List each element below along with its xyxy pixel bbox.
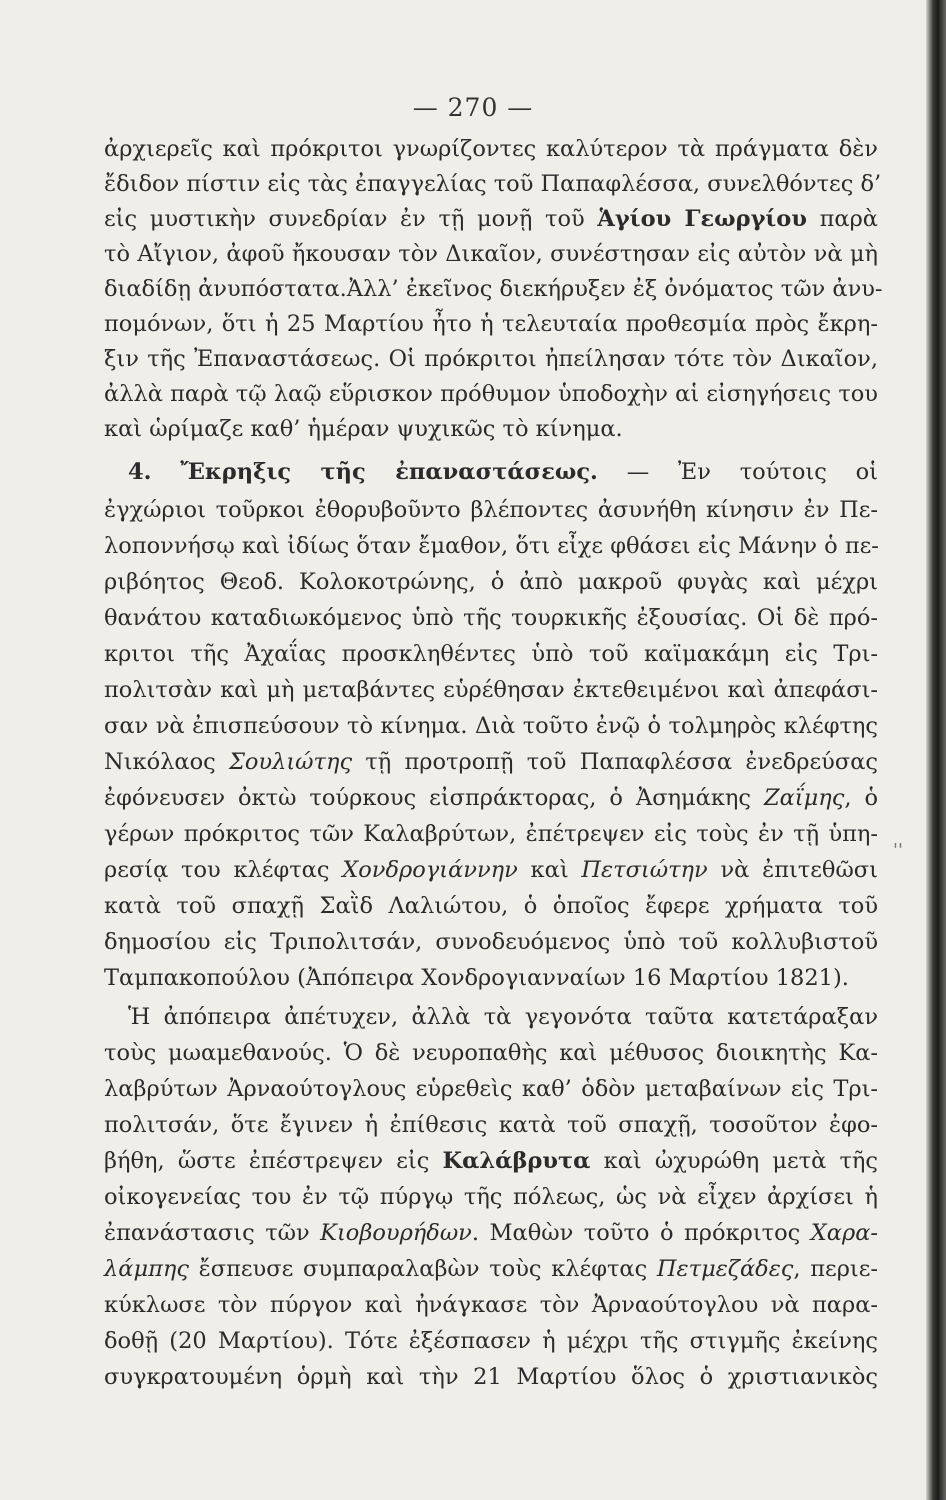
section-heading bbox=[128, 455, 878, 490]
name-italic: Σουλιώτης bbox=[228, 749, 353, 775]
section-number: 4. bbox=[128, 459, 152, 485]
paragraph-start: Ἡ ἀπόπειρα ἀπέτυχεν, ἀλλὰ τὰ γεγονότα ταῦτα κατετάραξαν bbox=[128, 1004, 878, 1030]
text-line: δοθῇ (20 Μαρτίου). Τότε ἐξέσπασεν ἡ μέχρι τῆς στιγμῆς ἐκείνης bbox=[104, 1328, 878, 1354]
name-italic: Πετσιώτην bbox=[581, 857, 708, 883]
text-line: ριβόητος Θεοδ. Κολοκοτρώνης, ὁ ἀπὸ μακροῦ φυγὰς καὶ μέχρι bbox=[104, 569, 878, 595]
text-line: γέρων πρόκριτος τῶν Καλαβρύτων, ἐπέτρεψεν εἰς τοὺς ἐν τῇ ὑπη- bbox=[104, 821, 878, 847]
place-name-bold: Καλάβρυτα bbox=[442, 1148, 591, 1174]
page-number: — 270 — bbox=[412, 93, 534, 122]
text-line bbox=[104, 1252, 878, 1287]
text-line: πολιτσὰν καὶ μὴ μεταβάντες εὑρέθησαν ἐκτεθειμένοι καὶ ἀπεφάσι- bbox=[104, 677, 878, 703]
text-line bbox=[104, 1216, 878, 1251]
text-span: ρεσίᾳ του κλέφτας bbox=[104, 857, 343, 883]
place-name-bold: Ἁγίου Γεωργίου bbox=[597, 206, 807, 232]
text-span: , ὁ bbox=[844, 785, 878, 811]
page-edge bbox=[926, 0, 946, 1500]
text-line: κύκλωσε τὸν πύργον καὶ ἠνάγκασε τὸν Ἀρναούτογλου νὰ παρα- bbox=[104, 1292, 878, 1318]
text-span: καὶ bbox=[517, 857, 582, 883]
text-line: ξιν τῆς Ἐπαναστάσεως. Οἱ πρόκριτοι ἠπείλησαν τότε τὸν Δικαῖον, bbox=[104, 346, 878, 372]
heading-continuation: — Ἐν τούτοις οἱ bbox=[626, 459, 879, 485]
text-line: σαν νὰ ἐπισπεύσουν τὸ κίνημα. Διὰ τοῦτο ἐνῷ ὁ τολμηρὸς κλέφτης bbox=[104, 713, 878, 739]
text-span: τῇ προτροπῇ τοῦ Παπαφλέσσα ἐνεδρεύσας bbox=[352, 749, 878, 775]
name-italic: Κιοβουρήδων bbox=[320, 1220, 472, 1246]
name-italic: Χονδρογιάννην bbox=[342, 857, 518, 883]
text-line: καὶ ὡρίμαζε καθ’ ἡμέραν ψυχικῶς τὸ κίνημα. bbox=[104, 416, 623, 442]
text-line: ἀλλὰ παρὰ τῷ λαῷ εὕρισκον πρόθυμον ὑποδοχὴν αἱ εἰσηγήσεις του bbox=[104, 381, 878, 407]
text-line: ἐγχώριοι τοῦρκοι ἐθορυβοῦντο βλέποντες ἀσυνήθη κίνησιν ἐν Πε- bbox=[104, 497, 878, 523]
text-span: ἐπανάστασις τῶν bbox=[104, 1220, 321, 1246]
text-line bbox=[104, 1144, 878, 1179]
text-span: ἐφόνευσεν ὀκτὼ τούρκους εἰσπράκτορας, ὁ Ἀσημάκης bbox=[104, 785, 764, 811]
text-line: κριτοι τῆς Ἀχαΐας προσκληθέντες ὑπὸ τοῦ καϊμακάμη εἰς Τρι- bbox=[104, 641, 878, 667]
text-span: , περιε- bbox=[793, 1256, 878, 1282]
section-title: Ἔκρηξις τῆς ἐπαναστάσεως. bbox=[180, 459, 598, 485]
text-line bbox=[104, 745, 878, 780]
text-line bbox=[104, 853, 878, 888]
name-italic: Ζαΐμης bbox=[763, 785, 845, 811]
text-line bbox=[104, 202, 878, 237]
text-line: ἀρχιερεῖς καὶ πρόκριτοι γνωρίζοντες καλύτερον τὰ πράγματα δὲν bbox=[104, 136, 878, 162]
text-line: οἰκογενείας του ἐν τῷ πύργῳ τῆς πόλεως, ὡς νὰ εἶχεν ἀρχίσει ἡ bbox=[104, 1184, 878, 1210]
text-line: ἔδιδον πίστιν εἰς τὰς ἐπαγγελίας τοῦ Παπαφλέσσα, συνελθόντες δ’ bbox=[104, 171, 882, 197]
name-italic: Χαρα- bbox=[810, 1220, 878, 1246]
text-span: Νικόλαος bbox=[104, 749, 229, 775]
text-line: Ταμπακοπούλου (Ἀπόπειρα Χονδρογιανναίων 16 Μαρτίου 1821). bbox=[104, 965, 849, 991]
text-line: πομόνων, ὅτι ἡ 25 Μαρτίου ἦτο ἡ τελευταία προθεσμία πρὸς ἔκρη- bbox=[104, 311, 878, 337]
text-span: εἰς μυστικὴν συνεδρίαν ἐν τῇ μονῇ τοῦ Ἁγίου Γεωργίου παρὰ bbox=[104, 206, 878, 232]
text-span: νὰ ἐπιτεθῶσι bbox=[707, 857, 878, 883]
margin-mark: '' bbox=[893, 840, 903, 861]
name-italic: λάμπης bbox=[104, 1256, 189, 1282]
text-line: λαβρύτων Ἀρναούτογλους εὑρεθεὶς καθ’ ὁδὸν μεταβαίνων εἰς Τρι- bbox=[104, 1076, 878, 1102]
text-span: ἔσπευσε συμπαραλαβὼν τοὺς κλέφτας bbox=[188, 1256, 657, 1282]
text-line: λοποννήσῳ καὶ ἰδίως ὅταν ἔμαθον, ὅτι εἶχε φθάσει εἰς Μάνην ὁ πε- bbox=[104, 533, 879, 559]
text-line: κατὰ τοῦ σπαχῇ Σαῒδ Λαλιώτου, ὁ ὁποῖος ἔφερε χρήματα τοῦ bbox=[104, 893, 878, 919]
text-line: θανάτου καταδιωκόμενος ὑπὸ τῆς τουρκικῆς ἐξουσίας. Οἱ δὲ πρό- bbox=[104, 605, 878, 631]
text-line: τοὺς μωαμεθανούς. Ὁ δὲ νευροπαθὴς καὶ μέθυσος διοικητὴς Κα- bbox=[104, 1040, 878, 1066]
text-line: διαδίδῃ ἀνυπόστατα.Ἀλλ’ ἐκεῖνος διεκήρυξεν ἐξ ὀνόματος τῶν ἀνυ- bbox=[104, 276, 883, 302]
name-italic: Πετμεζάδες bbox=[656, 1256, 794, 1282]
text-span: . Μαθὼν τοῦτο ὁ πρόκριτος bbox=[471, 1220, 811, 1246]
text-line: πολιτσάν, ὅτε ἔγινεν ἡ ἐπίθεσις κατὰ τοῦ σπαχῇ, τοσοῦτον ἐφο- bbox=[104, 1112, 878, 1138]
text-line: τὸ Αἴγιον, ἀφοῦ ἤκουσαν τὸν Δικαῖον, συνέστησαν εἰς αὐτὸν νὰ μὴ bbox=[104, 241, 878, 267]
text-line: συγκρατουμένη ὁρμὴ καὶ τὴν 21 Μαρτίου ὅλος ὁ χριστιανικὸς bbox=[104, 1364, 878, 1390]
text-line bbox=[104, 781, 878, 816]
text-span: βήθη, ὥστε ἐπέστρεψεν εἰς Καλάβρυτα καὶ ὠχυρώθη μετὰ τῆς bbox=[104, 1148, 878, 1174]
text-line: δημοσίου εἰς Τριπολιτσάν, συνοδευόμενος ὑπὸ τοῦ κολλυβιστοῦ bbox=[104, 929, 878, 955]
